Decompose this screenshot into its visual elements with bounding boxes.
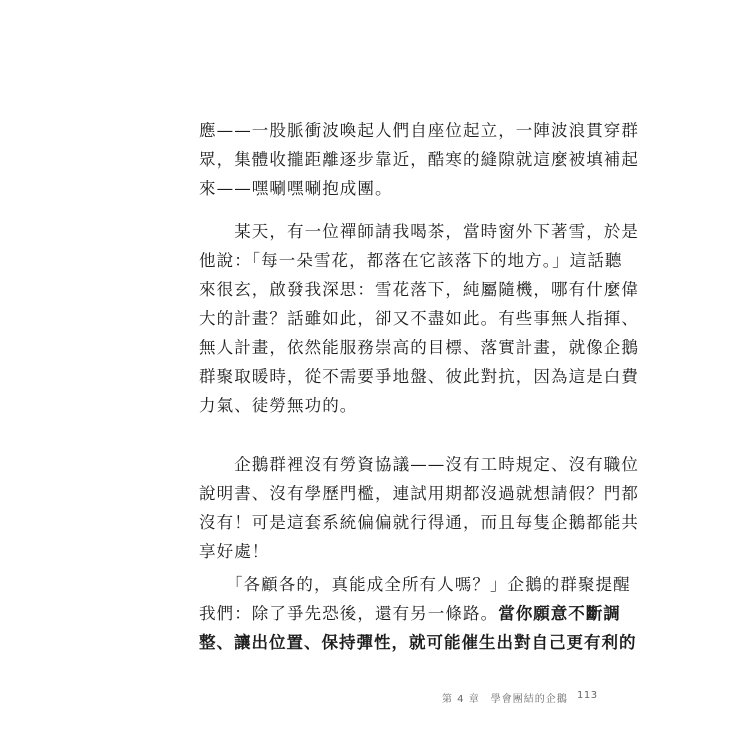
body-line: 沒有！可是這套系統偏偏就行得通，而且每隻企鵝都能共 — [199, 513, 639, 532]
body-line — [199, 604, 621, 624]
body-line: 來很玄，啟發我深思：雪花落下，純屬隨機，哪有什麼偉 — [199, 280, 639, 299]
page-number: 113 — [577, 690, 598, 701]
running-footer-chapter: 第 4 章 學會團結的企鵝 — [442, 694, 568, 705]
body-line: 眾，集體收攏距離逐步靠近，酷寒的縫隙就這麼被填補起 — [199, 150, 639, 169]
body-line: 應——一股脈衝波喚起人們自座位起立，一陣波浪貫穿群 — [199, 121, 639, 140]
body-line: 無人計畫，依然能服務崇高的目標、落實計畫，就像企鵝 — [199, 338, 639, 357]
body-line: 說明書、沒有學歷門檻，連試用期都沒過就想請假？門都 — [199, 484, 639, 503]
body-line: 享好處！ — [199, 542, 270, 561]
body-line: 力氣、徒勞無功的。 — [199, 396, 358, 415]
body-line: 企鵝群裡沒有勞資協議——沒有工時規定、沒有職位 — [199, 455, 639, 474]
body-line-bold: 整、讓出位置、保持彈性，就可能催生出對自己更有利的 — [199, 633, 637, 652]
body-line: 群聚取暖時，從不需要爭地盤、彼此對抗，因為這是白費 — [199, 367, 639, 386]
body-line: 大的計畫？話雖如此，卻又不盡如此。有些事無人指揮、 — [199, 309, 639, 328]
body-line: 他說：「每一朵雪花，都落在它該落下的地方。」這話聽 — [199, 251, 623, 270]
body-line: 來——嘿唰嘿唰抱成團。 — [199, 179, 393, 198]
body-line-bold: 當你願意不斷調 — [498, 604, 621, 623]
body-line: 「各顧各的，真能成全所有人嗎？」企鵝的群聚提醒 — [199, 575, 631, 594]
body-line-regular: 我們：除了爭先恐後，還有另一條路。 — [199, 604, 499, 623]
body-line: 某天，有一位禪師請我喝茶，當時窗外下著雪，於是 — [199, 222, 639, 241]
